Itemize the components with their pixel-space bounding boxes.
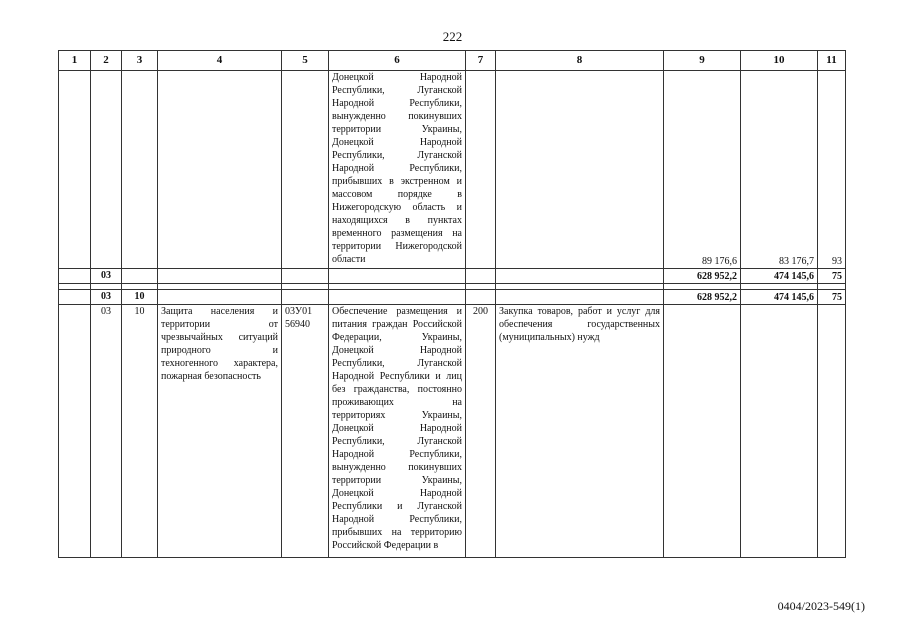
table-row [59,305,846,558]
target-article-code: 03У01 56940 [282,305,329,558]
section-code: 03 [91,290,122,305]
target-description: Обеспечение размещения и питания граждан Российской Федерации, Украины, Донецкой Народной Республики, Луганской Народной Республики и лиц без гражданства, постоянно проживающих на территориях Украины, Донецкой Народной Республики, Луганской Народной Республики, вынужденно покинувших территории Украины, Донецкой Народной Республики и Луганской Народной Республики, прибывших на территорию Российской Федерации в [329,305,466,558]
expense-type-name: Закупка товаров, работ и услуг для обеспечения государственных (муниципальных) нужд [496,305,664,558]
section-code: 03 [91,269,122,284]
amount-executed: 83 176,7 [741,71,818,269]
col-header: 7 [466,51,496,71]
col-header: 3 [122,51,158,71]
col-header: 4 [158,51,282,71]
amount-planned: 89 176,6 [664,71,741,269]
page-number: 222 [442,29,463,44]
subsection-code: 10 [122,305,158,558]
col-header: 5 [282,51,329,71]
table-row [59,71,846,269]
percent-executed: 75 [818,269,846,284]
section-code: 03 [91,305,122,558]
amount-planned: 628 952,2 [664,269,741,284]
header-row [59,51,846,71]
amount-executed: 474 145,6 [741,269,818,284]
col-header: 8 [496,51,664,71]
table-row [59,269,846,284]
amount-planned: 628 952,2 [664,290,741,305]
percent-executed: 93 [818,71,846,269]
col-header: 9 [664,51,741,71]
col-header: 6 [329,51,466,71]
subsection-code: 10 [122,290,158,305]
document-reference: 0404/2023-549(1) [777,599,865,613]
col-header: 2 [91,51,122,71]
amount-executed: 474 145,6 [741,290,818,305]
col-header: 10 [741,51,818,71]
percent-executed: 75 [818,290,846,305]
col-header: 1 [59,51,91,71]
subsection-name: Защита населения и территории от чрезвычайных ситуаций природного и техногенного характера, пожарная безопасность [158,305,282,558]
table-row [59,290,846,305]
budget-table [58,50,846,558]
expense-type-code: 200 [466,305,496,558]
target-description: Донецкой Народной Республики, Луганской Народной Республики, вынужденно покинувших территории Украины, Донецкой Народной Республики, Луганской Народной Республики, прибывших в экстренном и массовом порядке в Нижегородскую область и находящихся в пунктах временного размещения на территории Нижегородской области [329,71,466,269]
col-header: 11 [818,51,846,71]
